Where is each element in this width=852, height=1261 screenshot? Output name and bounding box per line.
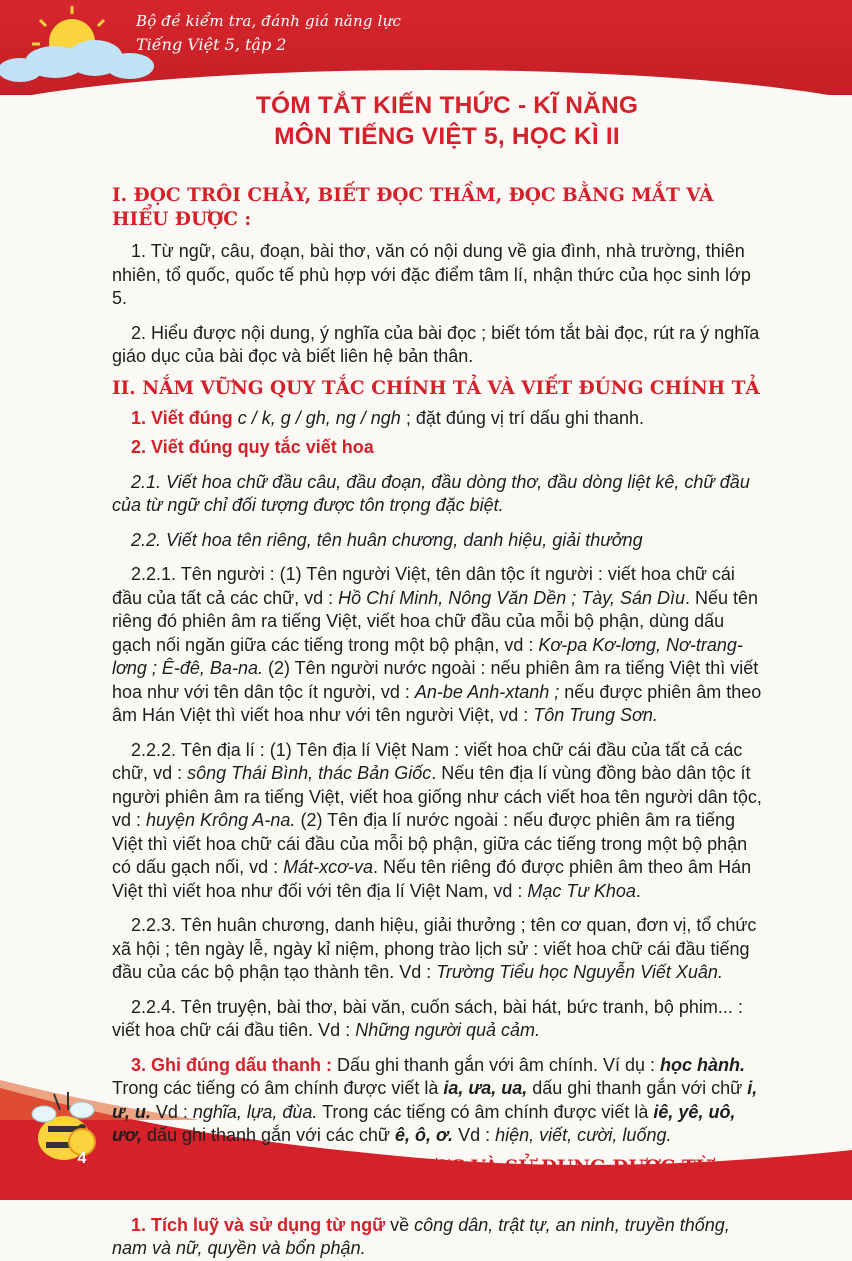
rule-3-b: Trong các tiếng có âm chính được viết là [112, 1078, 444, 1098]
rule-2-2-2-ex3: Mát-xcơ-va [283, 857, 374, 877]
rule-1-label: 1. Viết đúng [131, 407, 233, 428]
rule-3-d: Vd : [150, 1101, 193, 1122]
rule-3-ex7: hiện, viết, cười, luống. [495, 1125, 672, 1145]
rule-1-rest: ; đặt đúng vị trí dấu ghi thanh. [400, 407, 644, 428]
page-content [112, 86, 762, 1261]
rule-2-label: 2. Viết đúng quy tắc viết hoa [131, 437, 374, 457]
book-title: Tiếng Việt 5, tập 2 [136, 35, 287, 54]
rule-2-2-1-ex2: Kơ-pa Kơ-lơng, Nơ-trang-lơng ; Ê-đê, Ba-na. [112, 634, 743, 678]
cloud-icon [0, 40, 154, 82]
title-line-2: MÔN TIẾNG VIỆT 5, HỌC KÌ II [274, 123, 620, 150]
rule-2-heading [112, 436, 762, 460]
rule-3-ex5: iê, yê, uô, ươ, [112, 1101, 736, 1145]
rule-2-2-2-ex2: huyện Krông A-na. [146, 810, 296, 830]
rule-2-2-4-ex: Những người quả cảm. [355, 1020, 540, 1040]
section-3-heading: III. HIỂU ĐƯỢC, NHẮC LẠI ĐƯỢC VÀ SỬ DỤNG ĐƯỢC TỪ NGỮ, MÔ HÌNH CÂU,... [112, 1156, 712, 1202]
series-title: Bộ đề kiểm tra, đánh giá năng lực [136, 12, 402, 30]
rule-2-2-1-b: . Nếu tên riêng đó phiên âm ra tiếng Việt, viết hoa chữ đầu của mỗi bộ phận, dùng dấu gạch nối ngăn giữa các tiếng trong một bộ phận, vd : [112, 587, 759, 655]
rule-2-2-3-ex: Trường Tiểu học Nguyễn Viết Xuân. [436, 962, 723, 982]
rule-3-e: Trong các tiếng có âm chính được viết là [317, 1101, 654, 1122]
section-3-item-1-label: 1. Tích luỹ và sử dụng từ ngữ [131, 1214, 386, 1235]
rule-2-2-2-e: . [635, 880, 641, 901]
section-1-para-1: 1. Từ ngữ, câu, đoạn, bài thơ, văn có nội dung về gia đình, nhà trường, thiên nhiên, tổ quốc, quốc tế phù hợp với đặc điểm tâm lí, nhận thức của học sinh lớp 5. [112, 241, 751, 308]
rule-1 [112, 407, 762, 431]
section-3-item-1-a: về [385, 1214, 415, 1235]
rule-2-1 [112, 471, 762, 518]
rule-3-label: 3. Ghi đúng dấu thanh : [131, 1054, 332, 1075]
rule-2-2-1-d: nếu được phiên âm theo âm Hán Việt thì viết hoa như với tên người Việt, vd : [112, 681, 762, 725]
rule-2-2-2-a: 2.2.2. Tên địa lí : (1) Tên địa lí Việt Nam : viết hoa chữ cái đầu của tất cả các chữ, vd : [112, 739, 743, 783]
rule-2-2-2-d: . Nếu tên riêng đó được phiên âm theo âm Hán Việt thì viết hoa như đối với tên địa lí Việt Nam, vd : [112, 857, 752, 901]
rule-3-g: Vd : [453, 1125, 496, 1145]
rule-2-2-3 [112, 914, 762, 985]
page-title [112, 90, 762, 152]
rule-3-ex1: học hành. [659, 1054, 745, 1075]
rule-2-2-text: 2.2. Viết hoa tên riêng, tên huân chương, danh hiệu, giải thưởng [131, 529, 643, 550]
rule-2-2-2-ex1: sông Thái Bình, thác Bản Giốc [187, 763, 432, 783]
rule-2-2-1-ex3: An-be Anh-xtanh ; [414, 681, 560, 702]
rule-2-2-2-b: . Nếu tên địa lí vùng đồng bào dân tộc ít người phiên âm ra tiếng Việt, viết hoa giống như cách viết hoa tên người dân tộc, vd : [112, 763, 762, 830]
rule-3-ex6: ê, ô, ơ. [394, 1125, 454, 1145]
rule-2-2 [112, 529, 762, 553]
rule-2-2-3-a: 2.2.3. Tên huân chương, danh hiệu, giải thưởng ; tên cơ quan, đơn vị, tổ chức xã hội ; tên ngày lễ, ngày kỉ niệm, phong trào lịch sử : viết hoa chữ cái đầu tiếng đầu của các bộ phận tạo thành tên. Vd : [112, 915, 757, 982]
rule-3-ex4: nghĩa, lựa, đùa. [192, 1101, 318, 1122]
rule-2-2-1-ex4: Tôn Trung Sơn. [533, 705, 658, 725]
rule-1-pairs: c / k, g / gh, ng / ngh [237, 407, 401, 428]
rule-2-2-4-a: 2.2.4. Tên truyện, bài thơ, bài văn, cuốn sách, bài hát, bức tranh, bộ phim... : viết hoa chữ cái đầu tiên. Vd : [112, 996, 743, 1040]
rule-3-a: Dấu ghi thanh gắn với âm chính. Ví dụ : [331, 1054, 660, 1075]
rule-2-2-2-c: (2) Tên địa lí nước ngoài : nếu được phiên âm ra tiếng Việt thì viết hoa chữ cái đầu của mỗi bộ phận, giữa các tiếng trong một bộ phận có dấu gạch nối, vd : [112, 810, 748, 877]
rule-2-2-4 [112, 996, 762, 1043]
section-3-item-1-ex: công dân, trật tự, an ninh, truyền thống, nam và nữ, quyền và bổn phận. [112, 1214, 730, 1258]
rule-3-ex3: i, ư, u. [112, 1078, 758, 1122]
rule-2-2-1-ex1: Hồ Chí Minh, Nông Văn Dền ; Tày, Sán Dìu [338, 587, 686, 608]
section-2-heading: II. NẮM VỮNG QUY TẮC CHÍNH TẢ VÀ VIẾT ĐÚNG CHÍNH TẢ [112, 377, 760, 399]
rule-2-2-2-ex4: Mạc Tư Khoa [527, 880, 636, 901]
rule-2-2-1-a: 2.2.1. Tên người : (1) Tên người Việt, tên dân tộc ít người : viết hoa chữ cái đầu của tất cả các chữ, vd : [112, 564, 735, 608]
rule-2-2-1-c: (2) Tên người nước ngoài : nếu phiên âm ra tiếng Việt thì viết hoa như với tên dân tộc ít người, vd : [112, 658, 759, 702]
rule-3 [112, 1054, 762, 1148]
header-text [136, 10, 401, 56]
section-1-para-2: 2. Hiểu được nội dung, ý nghĩa của bài đọc ; biết tóm tắt bài đọc, rút ra ý nghĩa giáo dục của bài đọc và biết liên hệ bản thân. [112, 322, 760, 366]
rule-3-f: dấu ghi thanh gắn với các chữ [141, 1125, 395, 1145]
title-line-1: TÓM TẮT KIẾN THỨC - KĨ NĂNG [255, 92, 639, 119]
section-3-item-1 [112, 1214, 762, 1261]
section-1-heading: I. ĐỌC TRÔI CHẢY, BIẾT ĐỌC THẦM, ĐỌC BẰNG MẮT VÀ HIỂU ĐƯỢC : [112, 185, 714, 230]
page-number: 4 [77, 1150, 87, 1167]
rule-2-2-2 [112, 739, 762, 904]
rule-3-ex2: ia, ưa, ua, [443, 1078, 528, 1098]
page-header [0, 0, 852, 95]
rule-3-c: dấu ghi thanh gắn với chữ [527, 1078, 748, 1098]
rule-2-1-text: 2.1. Viết hoa chữ đầu câu, đầu đoạn, đầu dòng thơ, đầu dòng liệt kê, chữ đầu của từ ngữ chỉ đối tượng được tôn trọng đặc biệt. [112, 471, 750, 515]
rule-2-2-1 [112, 563, 762, 728]
